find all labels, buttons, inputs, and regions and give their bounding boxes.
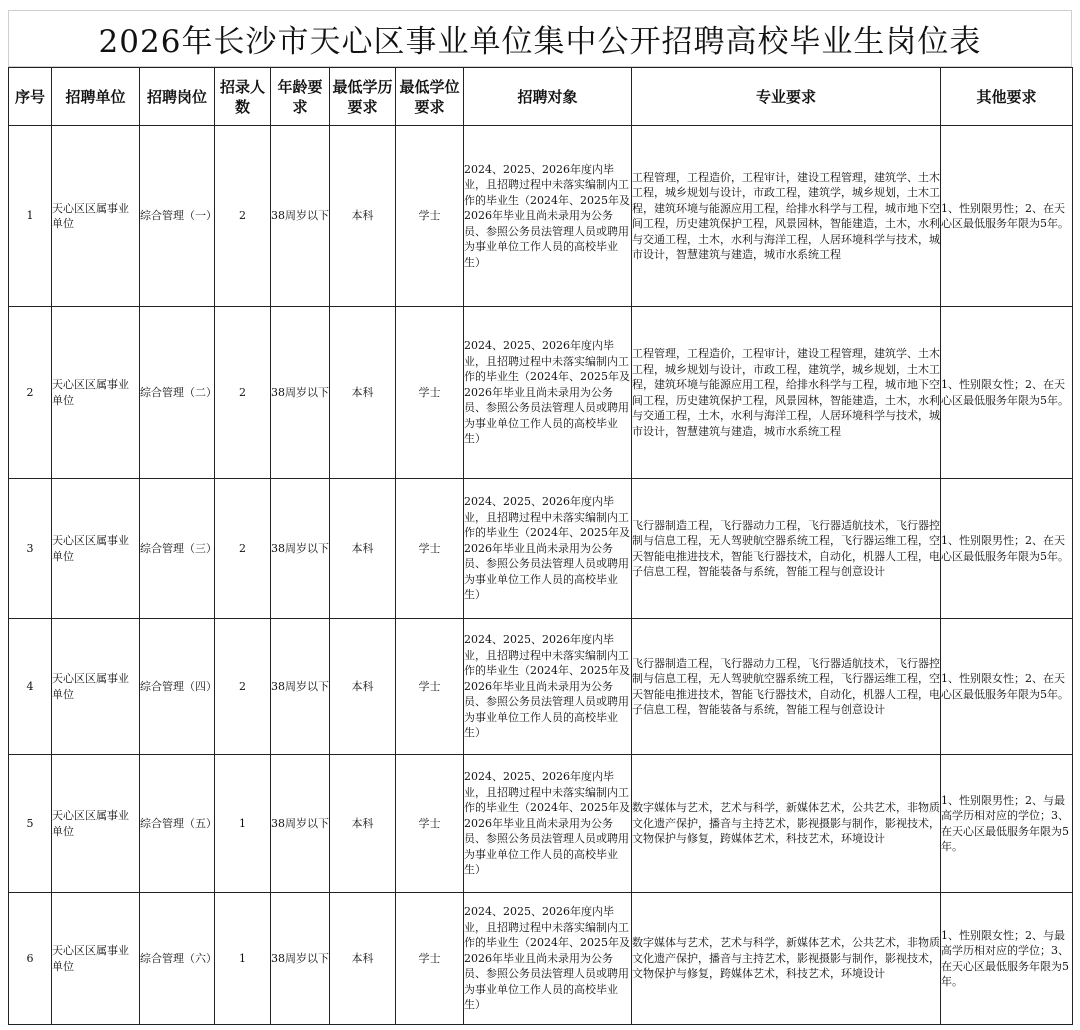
cell-edu: 本科 xyxy=(330,755,396,893)
cell-major: 工程管理，工程造价，工程审计，建设工程管理，建筑学、土木工程，城乡规划与设计，市政工程，建筑学，城乡规划，土木工程，建筑环境与能源应用工程，给排水科学与工程，城市地下空间工程，历史建筑保护工程，风景园林，智能建造，土木，水利与交通工程，土木，水利与海洋工程，人居环境科学与技术，城市设计，智慧建筑与建造，城市水系统工程 xyxy=(632,307,941,479)
cell-age: 38周岁以下 xyxy=(271,893,330,1025)
job-table xyxy=(8,67,1073,1025)
table-row xyxy=(9,126,1073,307)
header-unit: 招聘单位 xyxy=(52,68,140,126)
header-degree: 最低学位要求 xyxy=(396,68,464,126)
cell-unit: 天心区区属事业单位 xyxy=(52,479,140,619)
cell-edu: 本科 xyxy=(330,479,396,619)
cell-count: 2 xyxy=(215,126,271,307)
title-box xyxy=(8,10,1072,67)
cell-unit: 天心区区属事业单位 xyxy=(52,755,140,893)
cell-edu: 本科 xyxy=(330,307,396,479)
table-row xyxy=(9,755,1073,893)
header-target: 招聘对象 xyxy=(464,68,632,126)
cell-major: 工程管理，工程造价，工程审计，建设工程管理，建筑学、土木工程，城乡规划与设计，市政工程，建筑学，城乡规划，土木工程，建筑环境与能源应用工程，给排水科学与工程，城市地下空间工程，历史建筑保护工程，风景园林，智能建造，土木，水利与交通工程，土木，水利与海洋工程，人居环境科学与技术，城市设计，智慧建筑与建造，城市水系统工程 xyxy=(632,126,941,307)
cell-post: 综合管理（三） xyxy=(140,479,215,619)
cell-target: 2024、2025、2026年度内毕业，且招聘过程中未落实编制内工作的毕业生（2024年、2025年及2026年毕业且尚未录用为公务员、参照公务员法管理人员或聘用为事业单位工作人员的高校毕业生） xyxy=(464,755,632,893)
cell-other: 1、性别限男性；2、在天心区最低服务年限为5年。 xyxy=(941,479,1073,619)
cell-seq: 5 xyxy=(9,755,52,893)
cell-seq: 1 xyxy=(9,126,52,307)
header-other: 其他要求 xyxy=(941,68,1073,126)
cell-post: 综合管理（六） xyxy=(140,893,215,1025)
cell-major: 飞行器制造工程，飞行器动力工程，飞行器适航技术，飞行器控制与信息工程，无人驾驶航空器系统工程，飞行器运维工程，空天智能电推进技术，智能飞行器技术，自动化，机器人工程，电子信息工程，智能装备与系统，智能工程与创意设计 xyxy=(632,479,941,619)
cell-degree: 学士 xyxy=(396,893,464,1025)
cell-age: 38周岁以下 xyxy=(271,619,330,755)
header-seq: 序号 xyxy=(9,68,52,126)
cell-degree: 学士 xyxy=(396,755,464,893)
cell-target: 2024、2025、2026年度内毕业，且招聘过程中未落实编制内工作的毕业生（2024年、2025年及2026年毕业且尚未录用为公务员、参照公务员法管理人员或聘用为事业单位工作人员的高校毕业生） xyxy=(464,893,632,1025)
cell-major: 飞行器制造工程，飞行器动力工程，飞行器适航技术，飞行器控制与信息工程，无人驾驶航空器系统工程，飞行器运维工程，空天智能电推进技术，智能飞行器技术，自动化，机器人工程，电子信息工程，智能装备与系统，智能工程与创意设计 xyxy=(632,619,941,755)
header-edu: 最低学历要求 xyxy=(330,68,396,126)
cell-target: 2024、2025、2026年度内毕业，且招聘过程中未落实编制内工作的毕业生（2024年、2025年及2026年毕业且尚未录用为公务员、参照公务员法管理人员或聘用为事业单位工作人员的高校毕业生） xyxy=(464,307,632,479)
table-row xyxy=(9,619,1073,755)
cell-unit: 天心区区属事业单位 xyxy=(52,126,140,307)
cell-age: 38周岁以下 xyxy=(271,479,330,619)
cell-count: 1 xyxy=(215,755,271,893)
header-age: 年龄要求 xyxy=(271,68,330,126)
cell-edu: 本科 xyxy=(330,893,396,1025)
cell-other: 1、性别限女性；2、与最高学历相对应的学位；3、在天心区最低服务年限为5年。 xyxy=(941,893,1073,1025)
cell-count: 2 xyxy=(215,619,271,755)
header-count: 招录人数 xyxy=(215,68,271,126)
cell-post: 综合管理（一） xyxy=(140,126,215,307)
cell-seq: 3 xyxy=(9,479,52,619)
cell-post: 综合管理（四） xyxy=(140,619,215,755)
cell-other: 1、性别限男性；2、与最高学历相对应的学位；3、在天心区最低服务年限为5年。 xyxy=(941,755,1073,893)
table-header-row xyxy=(9,68,1073,126)
cell-degree: 学士 xyxy=(396,126,464,307)
cell-age: 38周岁以下 xyxy=(271,755,330,893)
cell-major: 数字媒体与艺术，艺术与科学，新媒体艺术，公共艺术，非物质文化遗产保护，播音与主持艺术，影视摄影与制作，影视技术，文物保护与修复，跨媒体艺术，科技艺术，环境设计 xyxy=(632,755,941,893)
cell-target: 2024、2025、2026年度内毕业，且招聘过程中未落实编制内工作的毕业生（2024年、2025年及2026年毕业且尚未录用为公务员、参照公务员法管理人员或聘用为事业单位工作人员的高校毕业生） xyxy=(464,126,632,307)
cell-target: 2024、2025、2026年度内毕业，且招聘过程中未落实编制内工作的毕业生（2024年、2025年及2026年毕业且尚未录用为公务员、参照公务员法管理人员或聘用为事业单位工作人员的高校毕业生） xyxy=(464,619,632,755)
page-title: 2026年长沙市天心区事业单位集中公开招聘高校毕业生岗位表 xyxy=(98,24,982,60)
cell-count: 1 xyxy=(215,893,271,1025)
cell-count: 2 xyxy=(215,479,271,619)
cell-age: 38周岁以下 xyxy=(271,126,330,307)
cell-target: 2024、2025、2026年度内毕业，且招聘过程中未落实编制内工作的毕业生（2024年、2025年及2026年毕业且尚未录用为公务员、参照公务员法管理人员或聘用为事业单位工作人员的高校毕业生） xyxy=(464,479,632,619)
cell-unit: 天心区区属事业单位 xyxy=(52,307,140,479)
cell-age: 38周岁以下 xyxy=(271,307,330,479)
cell-degree: 学士 xyxy=(396,307,464,479)
cell-other: 1、性别限女性；2、在天心区最低服务年限为5年。 xyxy=(941,619,1073,755)
cell-degree: 学士 xyxy=(396,619,464,755)
table-row xyxy=(9,479,1073,619)
cell-edu: 本科 xyxy=(330,126,396,307)
header-post: 招聘岗位 xyxy=(140,68,215,126)
cell-count: 2 xyxy=(215,307,271,479)
cell-degree: 学士 xyxy=(396,479,464,619)
table-row xyxy=(9,893,1073,1025)
cell-unit: 天心区区属事业单位 xyxy=(52,619,140,755)
cell-post: 综合管理（五） xyxy=(140,755,215,893)
cell-major: 数字媒体与艺术，艺术与科学，新媒体艺术，公共艺术，非物质文化遗产保护，播音与主持艺术，影视摄影与制作，影视技术，文物保护与修复，跨媒体艺术，科技艺术，环境设计 xyxy=(632,893,941,1025)
cell-edu: 本科 xyxy=(330,619,396,755)
header-major: 专业要求 xyxy=(632,68,941,126)
cell-other: 1、性别限男性；2、在天心区最低服务年限为5年。 xyxy=(941,126,1073,307)
cell-seq: 4 xyxy=(9,619,52,755)
cell-seq: 2 xyxy=(9,307,52,479)
cell-other: 1、性别限女性；2、在天心区最低服务年限为5年。 xyxy=(941,307,1073,479)
cell-seq: 6 xyxy=(9,893,52,1025)
cell-unit: 天心区区属事业单位 xyxy=(52,893,140,1025)
cell-post: 综合管理（二） xyxy=(140,307,215,479)
table-row xyxy=(9,307,1073,479)
